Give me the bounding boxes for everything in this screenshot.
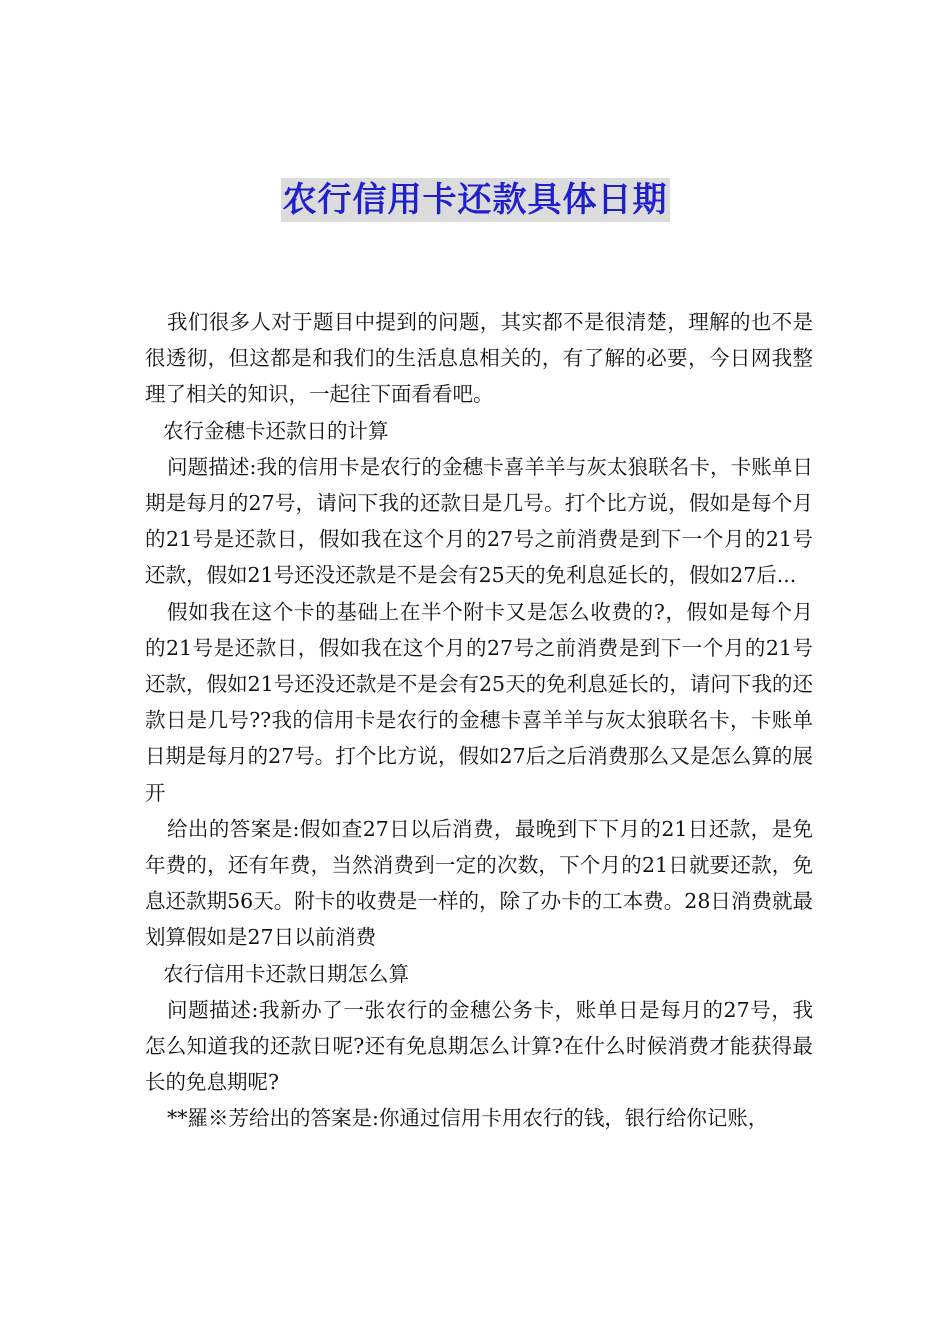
document-title: 农行信用卡还款具体日期: [282, 180, 668, 220]
answer-paragraph-2: **羅※芳给出的答案是:你通过信用卡用农行的钱，银行给你记账，: [167, 1106, 769, 1131]
document-body: [145, 304, 813, 1137]
question-paragraph: 问题描述:我的信用卡是农行的金穗卡喜羊羊与灰太狼联名卡，卡账单日期是每月的27号，请问下我的还款日是几号。打个比方说，假如是每个月的21号是还款日，假如我在这个月的27号之前消费是到下一个月的21号还款，假如21号还没还款是不是会有25天的免利息延长的，假如27后...: [145, 454, 813, 588]
section-heading-repayment: 农行信用卡还款日期怎么算: [163, 961, 409, 986]
question-paragraph-2: 问题描述:我新办了一张农行的金穗公务卡，账单日是每月的27号，我怎么知道我的还款日呢?还有免息期怎么计算?在什么时候消费才能获得最长的免息期呢?: [145, 997, 813, 1095]
question-detail-paragraph: 假如我在这个卡的基础上在半个附卡又是怎么收费的?，假如是每个月的21号是还款日，假如我在这个月的27号之前消费是到下一个月的21号还款，假如21号还没还款是不是会有25天的免利息延长的，请问下我的还款日是几号??我的信用卡是农行的金穗卡喜羊羊与灰太狼联名卡，卡账单日期是每月的27号。打个比方说，假如27后之后消费那么又是怎么算的展开: [145, 599, 813, 805]
section-heading-jinsui: 农行金穗卡还款日的计算: [163, 418, 389, 443]
intro-paragraph: 我们很多人对于题目中提到的问题，其实都不是很清楚，理解的也不是很透彻，但这都是和我们的生活息息相关的，有了解的必要，今日网我整理了相关的知识，一起往下面看看吧。: [145, 310, 813, 407]
title-container: [0, 178, 950, 222]
answer-paragraph: 给出的答案是:假如查27日以后消费，最晚到下下月的21日还款，是免年费的，还有年费，当然消费到一定的次数，下个月的21日就要还款，免息还款期56天。附卡的收费是一样的，除了办卡的工本费。28日消费就最划算假如是27日以前消费: [145, 816, 813, 950]
